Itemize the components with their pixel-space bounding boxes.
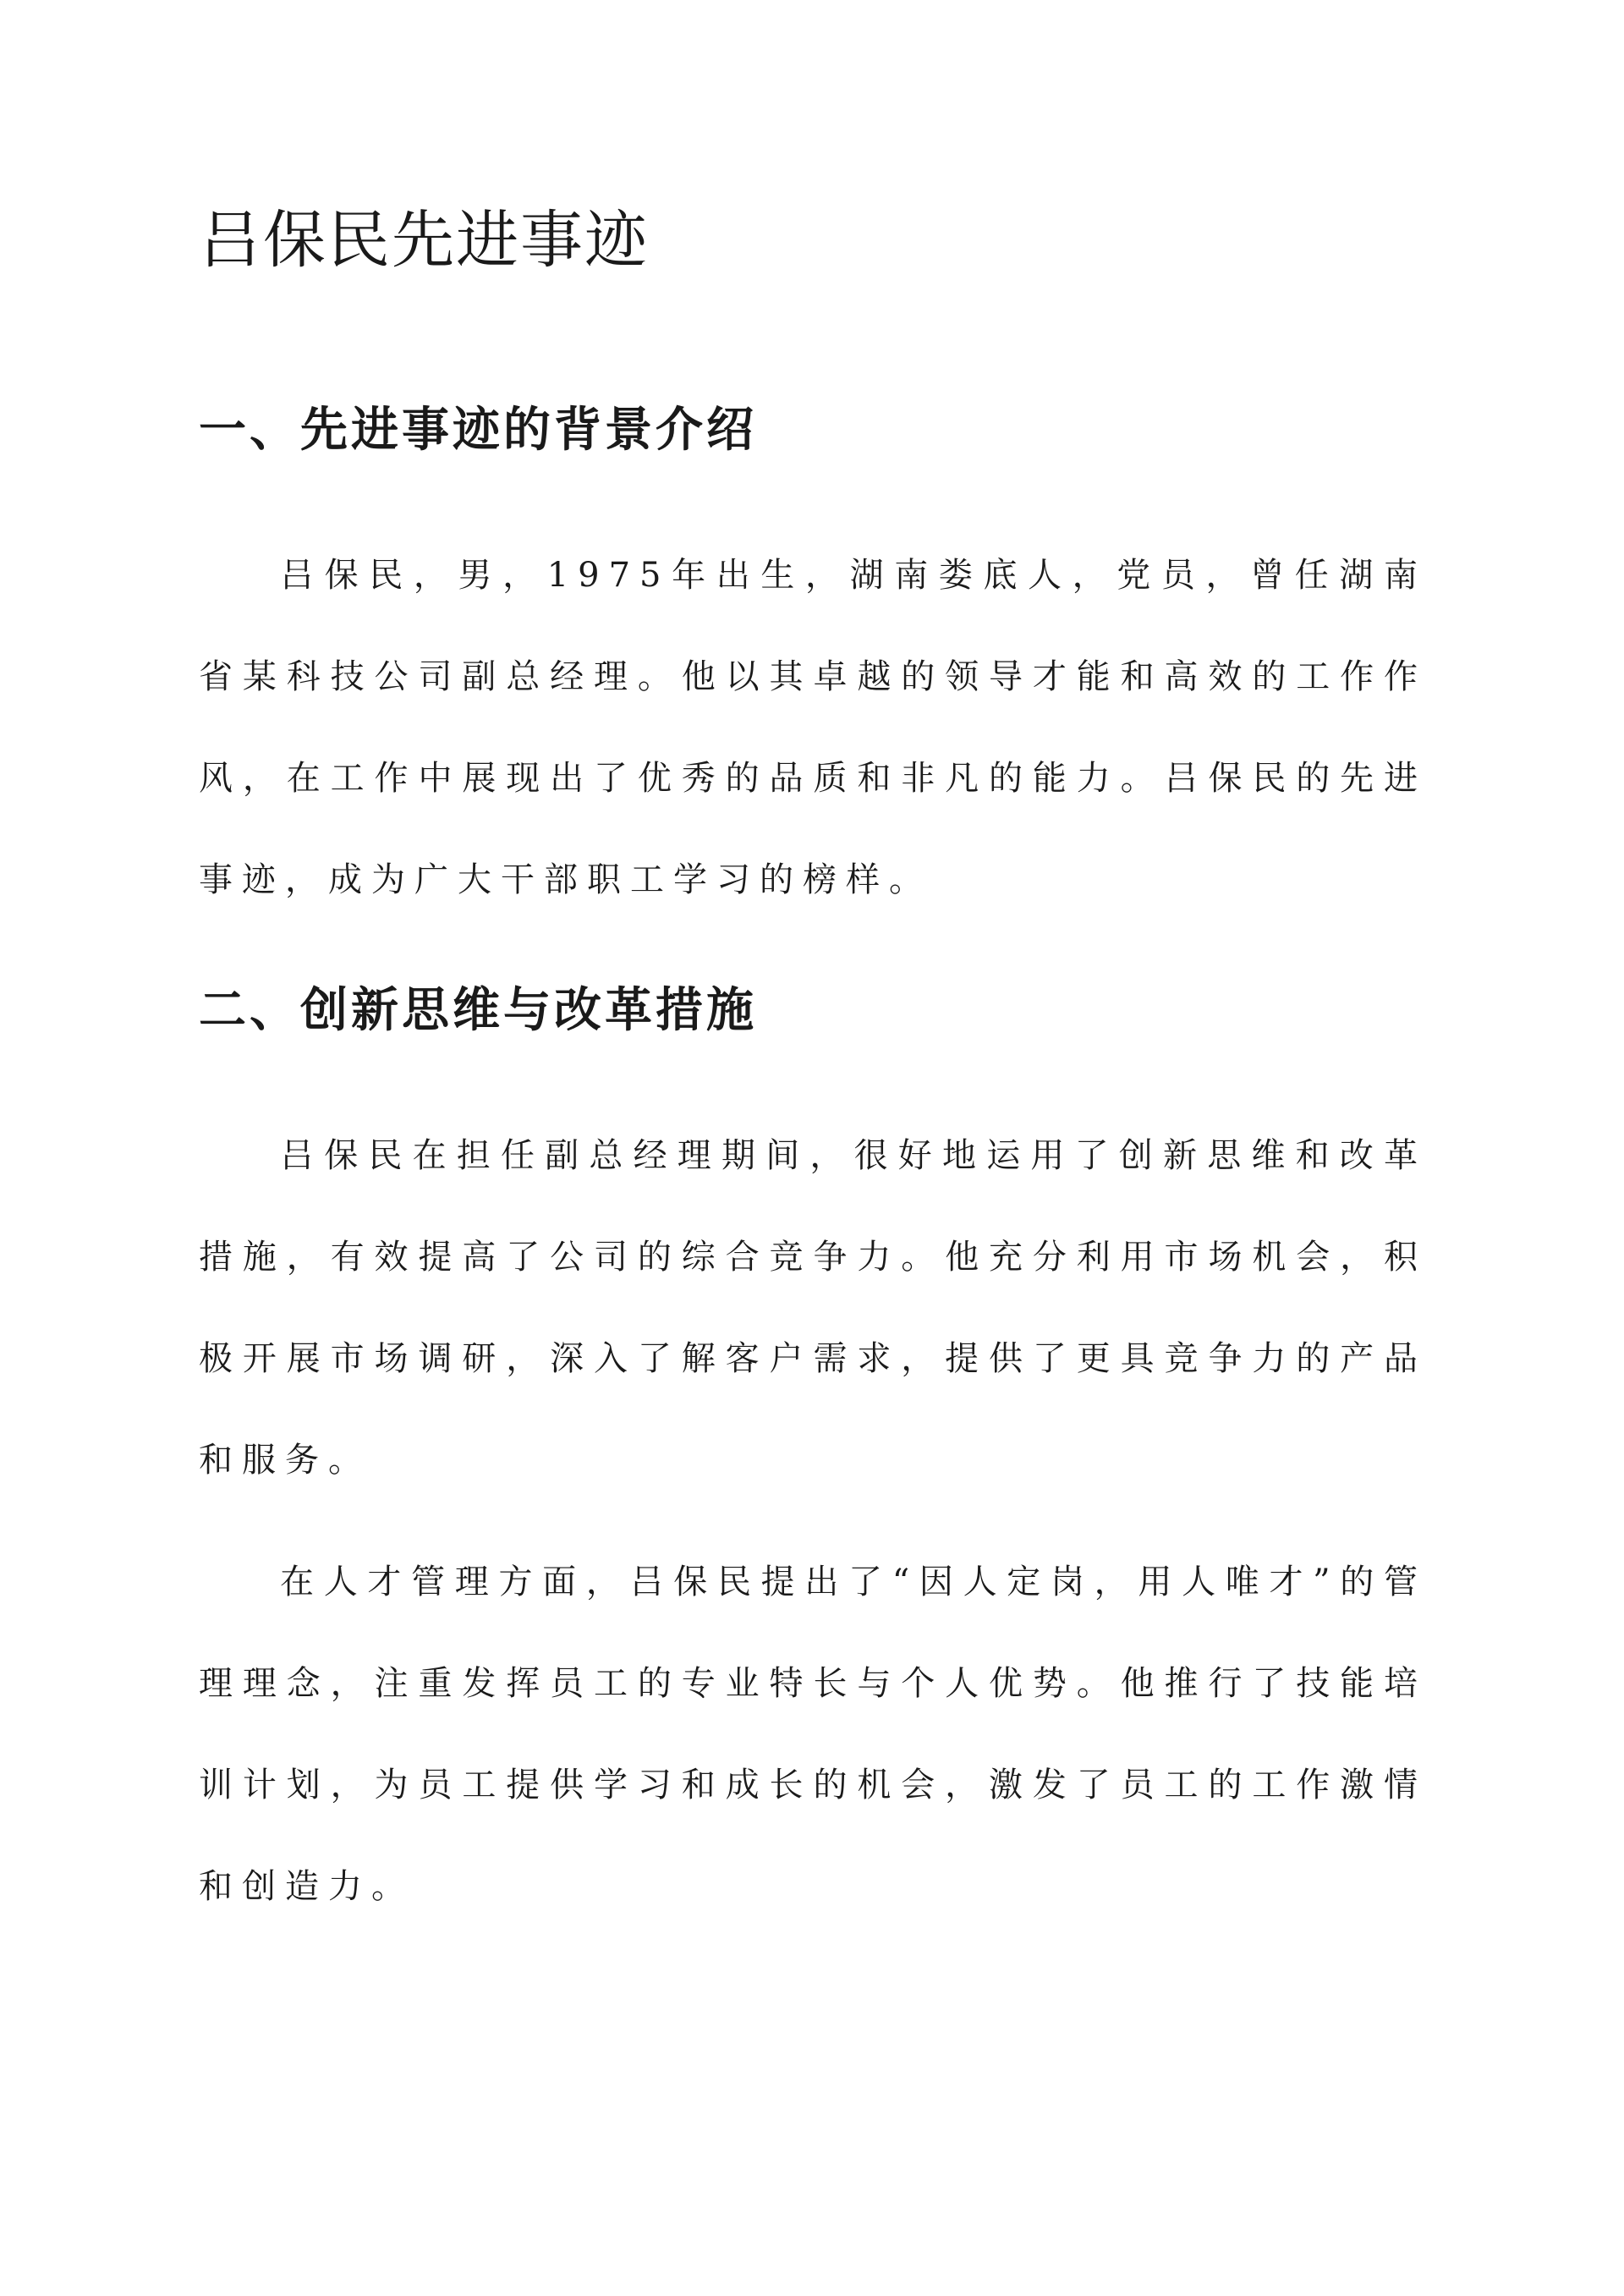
paragraph-talent-management: 在人才管理方面，吕保民提出了“因人定岗，用人唯才”的管理理念，注重发挥员工的专业特长与个人优势。他推行了技能培训计划，为员工提供学习和成长的机会，激发了员工的工作激情和创造力。 [199, 1563, 1427, 1906]
section-heading-innovation: 二、创新思维与改革措施 [199, 982, 757, 1038]
section-heading-background: 一、先进事迹的背景介绍 [199, 402, 757, 458]
paragraph-background: 吕保民，男，1975年出生，湖南娄底人，党员，曾任湖南省某科技公司副总经理。他以其卓越的领导才能和高效的工作作风，在工作中展现出了优秀的品质和非凡的能力。吕保民的先进事迹，成为广大干部职工学习的榜样。 [199, 556, 1427, 899]
paragraph-innovation: 吕保民在担任副总经理期间，很好地运用了创新思维和改革措施，有效提高了公司的综合竞争力。他充分利用市场机会，积极开展市场调研，深入了解客户需求，提供了更具竞争力的产品和服务。 [199, 1136, 1427, 1480]
document-title: 吕保民先进事迹 [199, 204, 649, 277]
